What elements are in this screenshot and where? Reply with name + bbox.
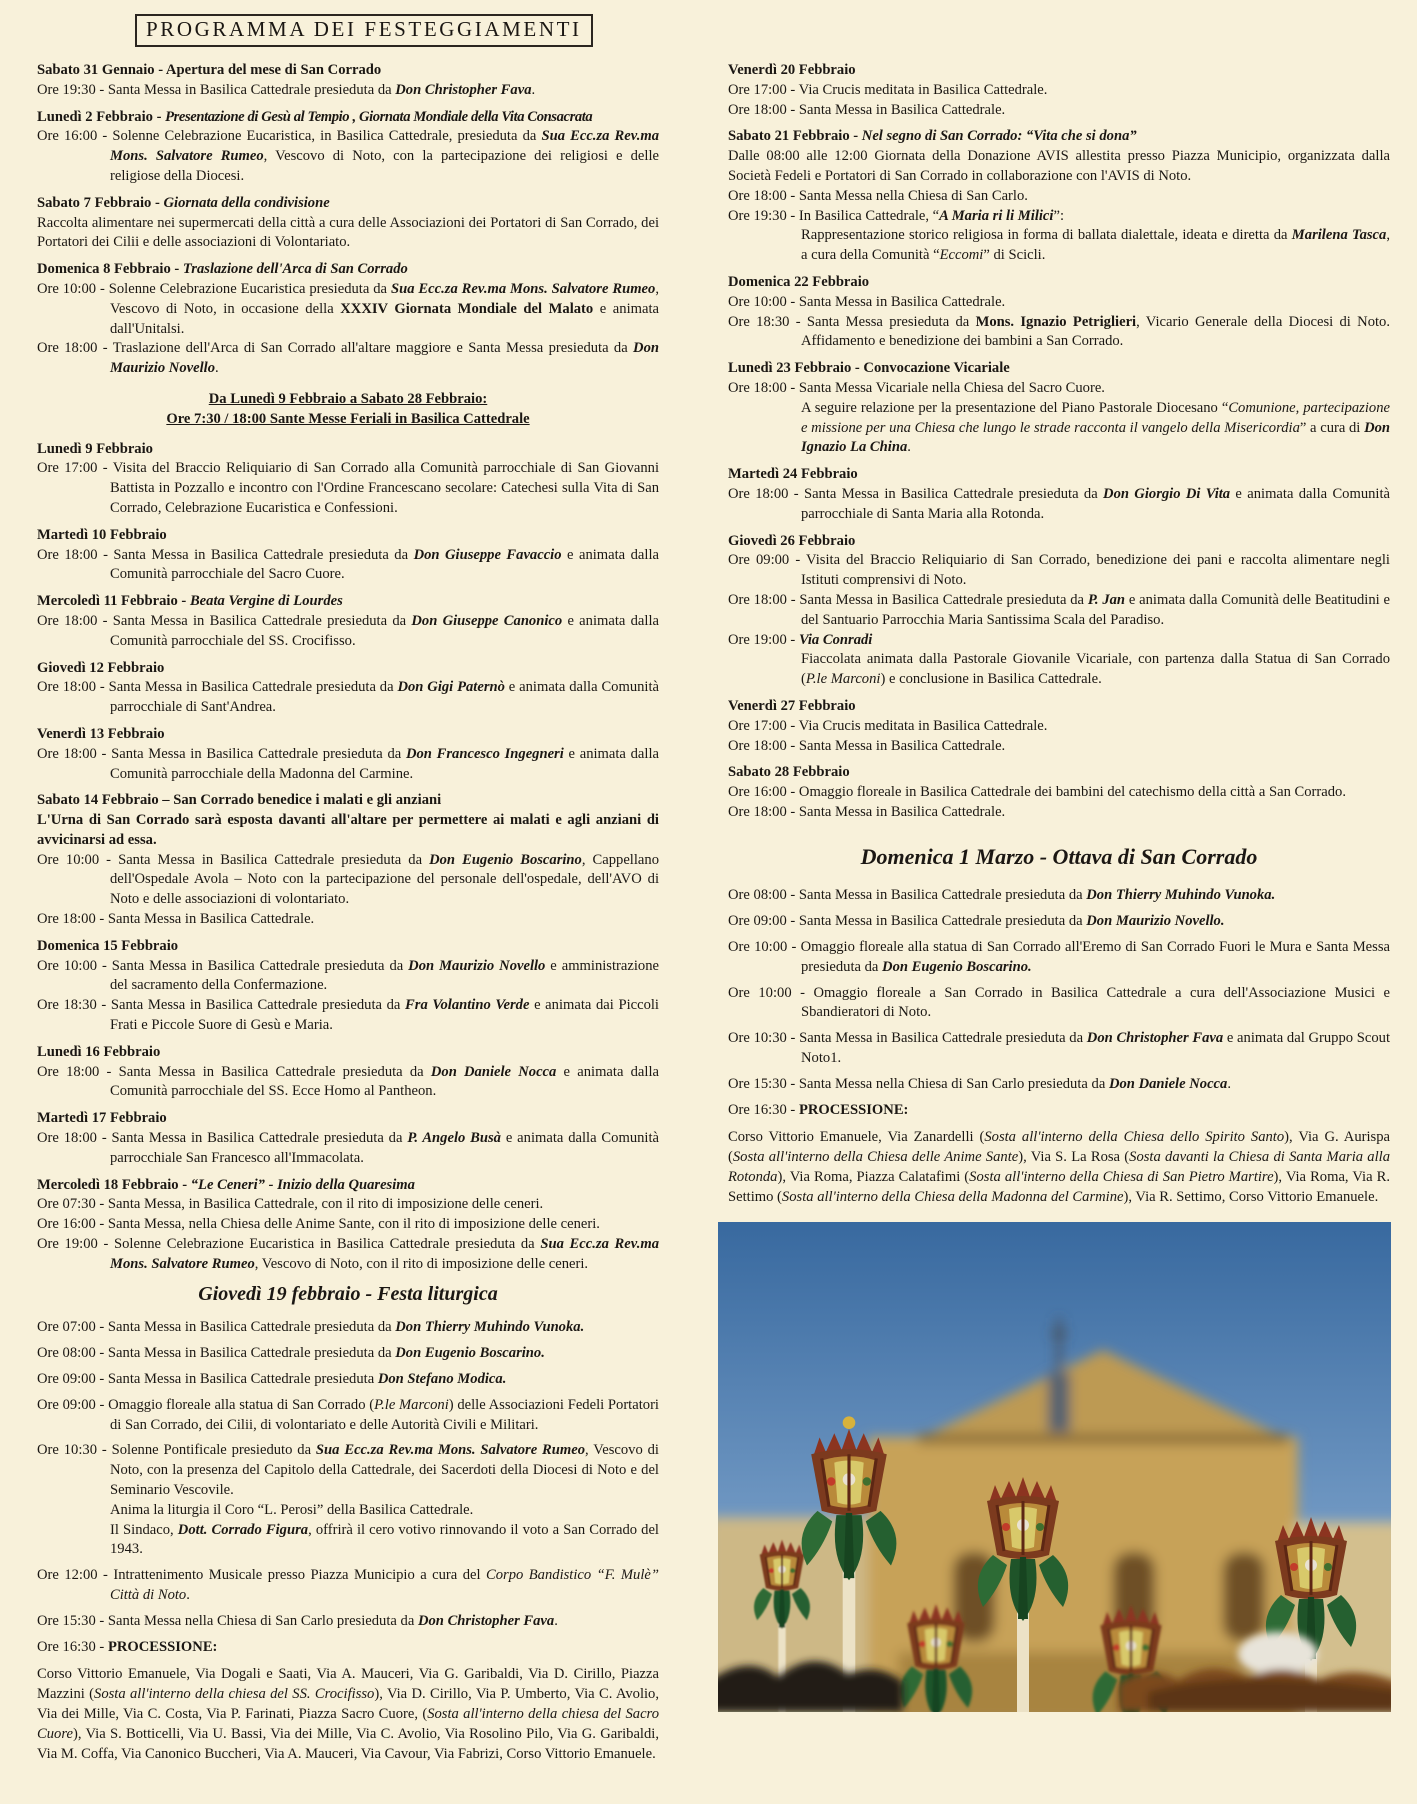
sec-15-febbraio bbox=[37, 937, 659, 1036]
event-heading: Venerdì 13 Febbraio bbox=[37, 725, 165, 742]
event-line: Ore 09:00 - Santa Messa in Basilica Cattedrale presieduta da Don Maurizio Novello. bbox=[728, 913, 1225, 930]
event-line: Ore 09:00 - Santa Messa in Basilica Cattedrale presieduta Don Stefano Modica. bbox=[37, 1371, 507, 1388]
event-line: Ore 08:00 - Santa Messa in Basilica Cattedrale presieduta da Don Eugenio Boscarino. bbox=[37, 1345, 545, 1362]
event-heading: Domenica 15 Febbraio bbox=[37, 937, 179, 954]
center-notice-line: Da Lunedì 9 Febbraio a Sabato 28 Febbraio: bbox=[208, 390, 488, 407]
event-line: Ore 18:00 - Santa Messa in Basilica Cattedrale. bbox=[728, 803, 1006, 820]
event-line: Ore 07:00 - Santa Messa in Basilica Cattedrale presieduta da Don Thierry Muhindo Vunoka. bbox=[37, 1319, 585, 1336]
event-line: Ore 18:00 - Santa Messa in Basilica Cattedrale presieduta da P. Jan e animata dalla Comunità delle Beatitudini e del Santuario Parrocchia Maria Santissima Scala del Paradiso. bbox=[728, 591, 1390, 628]
feast-day-title: Domenica 1 Marzo - Ottava di San Corrado bbox=[860, 843, 1258, 869]
event-heading: Martedì 17 Febbraio bbox=[37, 1110, 167, 1127]
sec-festa-liturgica-program bbox=[37, 1318, 659, 1657]
event-line: Ore 18:00 - Santa Messa in Basilica Cattedrale presieduta da Don Giuseppe Favaccio e animata dalla Comunità parrocchiale del Sacro Cuore. bbox=[37, 546, 659, 583]
right-column bbox=[728, 61, 1390, 1712]
event-line: Ore 10:30 - Solenne Pontificale presieduto da Sua Ecc.za Rev.ma Mons. Salvatore Rumeo, Vescovo di Noto, con la presenza del Capitolo della Cattedrale, dei Sacerdoti della Diocesi di Noto e del Seminario Vescovile. bbox=[37, 1442, 659, 1498]
left-column bbox=[37, 61, 659, 1771]
sec-16-febbraio bbox=[37, 1043, 659, 1102]
event-line: Ore 12:00 - Intrattenimento Musicale presso Piazza Municipio a cura del Corpo Bandistico “F. Mulè” Città di Noto. bbox=[37, 1567, 659, 1603]
event-line: Ore 18:00 - Santa Messa in Basilica Cattedrale. bbox=[728, 101, 1006, 118]
event-line: Ore 15:30 - Santa Messa nella Chiesa di San Carlo presieduta da Don Daniele Nocca. bbox=[728, 1075, 1231, 1092]
event-heading: Sabato 21 Febbraio - Nel segno di San Corrado: “Vita che si dona” bbox=[728, 128, 1137, 145]
event-line: Ore 16:30 - PROCESSIONE: bbox=[728, 1101, 909, 1118]
event-line: Ore 18:00 - Traslazione dell'Arca di San Corrado all'altare maggiore e Santa Messa presieduta da Don Maurizio Novello. bbox=[37, 340, 659, 377]
event-line: Dalle 08:00 alle 12:00 Giornata della Donazione AVIS allestita presso Piazza Municipio, organizzata dalla Società Fedeli e Portatori di San Corrado in collaborazione con l'AVIS di Noto. bbox=[728, 148, 1390, 184]
event-line: Ore 18:00 - Santa Messa in Basilica Cattedrale presieduta da P. Angelo Busà e animata dalla Comunità parrocchiale San Francesco all'Immacolata. bbox=[37, 1130, 659, 1166]
event-line: Ore 18:30 - Santa Messa presieduta da Mons. Ignazio Petriglieri, Vicario Generale della Diocesi di Noto. Affidamento e benedizione dei bambini a San Corrado. bbox=[728, 313, 1390, 350]
procession-route: Corso Vittorio Emanuele, Via Zanardelli (Sosta all'interno della Chiesa dello Spirito Santo), Via G. Aurispa (Sosta all'interno della Chiesa delle Anime Sante), Via S. La Rosa (Sosta davanti la Chiesa di Santa Maria alla Rotonda), Via Roma, Piazza Calatafimi (Sosta all'interno della Chiesa di San Pietro Martire), Via Roma, Via R. Settimo (Sosta all'interno della Chiesa della Madonna del Carmine), Via R. Settimo, Corso Vittorio Emanuele. bbox=[728, 1129, 1391, 1205]
event-line: Ore 10:00 - Santa Messa in Basilica Cattedrale presieduta da Don Eugenio Boscarino, Cappellano dell'Ospedale Avola – Noto con la partecipazione del personale dell'ospedale, dell'AVO di Noto e delle associazioni di volontariato. bbox=[37, 851, 659, 908]
sec-8-febbraio bbox=[37, 260, 659, 379]
event-line: Ore 16:00 - Santa Messa, nella Chiesa delle Anime Sante, con il rito di imposizione delle ceneri. bbox=[37, 1216, 600, 1233]
title-wrap bbox=[135, 14, 1380, 47]
event-line: Ore 16:00 - Solenne Celebrazione Eucaristica, in Basilica Cattedrale, presieduta da Sua Ecc.za Rev.ma Mons. Salvatore Rumeo, Vescovo di Noto, con la partecipazione dei religiosi e delle religiose della Diocesi. bbox=[37, 128, 659, 184]
sec-2-febbraio bbox=[37, 108, 659, 187]
columns bbox=[37, 61, 1391, 1771]
sec-26-febbraio bbox=[728, 532, 1390, 690]
event-line: Ore 18:00 - Santa Messa in Basilica Cattedrale presieduta da Don Francesco Ingegneri e animata dalla Comunità parrocchiale della Madonna del Carmine. bbox=[37, 745, 659, 782]
event-heading: Sabato 28 Febbraio bbox=[728, 764, 850, 781]
event-heading: Domenica 8 Febbraio - Traslazione dell'Arca di San Corrado bbox=[37, 261, 408, 278]
sec-11-febbraio bbox=[37, 592, 659, 651]
event-heading: Mercoledì 18 Febbraio - “Le Ceneri” - Inizio della Quaresima bbox=[37, 1176, 415, 1193]
sec-21-febbraio bbox=[728, 127, 1390, 266]
event-line: Raccolta alimentare nei supermercati della città a cura delle Associazioni dei Portatori di San Corrado, dei Portatori dei Cilii e delle associazioni di Volontariato. bbox=[37, 214, 659, 251]
event-heading: Venerdì 27 Febbraio bbox=[728, 697, 856, 714]
event-heading: Martedì 10 Febbraio bbox=[37, 526, 167, 543]
event-line: Ore 19:30 - Santa Messa in Basilica Cattedrale presieduta da Don Christopher Fava. bbox=[37, 81, 536, 98]
event-line: Ore 18:30 - Santa Messa in Basilica Cattedrale presieduta da Fra Volantino Verde e animata dai Piccoli Frati e Piccole Suore di Gesù e Maria. bbox=[37, 997, 659, 1034]
sec-28-febbraio bbox=[728, 763, 1390, 822]
event-line: Ore 19:00 - Solenne Celebrazione Eucaristica in Basilica Cattedrale presieduta da Sua Ecc.za Rev.ma Mons. Salvatore Rumeo, Vescovo di Noto, con il rito di imposizione delle ceneri. bbox=[37, 1236, 659, 1272]
event-line: Ore 18:00 - Santa Messa in Basilica Cattedrale. bbox=[37, 911, 315, 928]
event-line: Ore 10:00 - Santa Messa in Basilica Cattedrale. bbox=[728, 293, 1006, 310]
event-line: Ore 09:00 - Omaggio floreale alla statua di San Corrado (P.le Marconi) delle Associazioni Fedeli Portatori di San Corrado, dei Cilii, di volontariato e delle Autorità Civili e Militari. bbox=[37, 1396, 659, 1433]
event-heading: Sabato 31 Gennaio - Apertura del mese di San Corrado bbox=[37, 62, 382, 78]
event-line: A seguire relazione per la presentazione del Piano Pastorale Diocesano “Comunione, partecipazione e missione per una Chiesa che lungo le strade racconta il vangelo della Misericordia” a cura di Don Ignazio La China. bbox=[801, 399, 1391, 456]
event-line: Ore 19:30 - In Basilica Cattedrale, “A Maria ri li Milici”: bbox=[728, 207, 1065, 224]
event-heading: Lunedì 2 Febbraio - Presentazione di Gesù al Tempio , Giornata Mondiale della Vita Consacrata bbox=[37, 108, 593, 125]
event-line: Ore 16:30 - PROCESSIONE: bbox=[37, 1638, 218, 1655]
event-line: Ore 18:00 - Santa Messa in Basilica Cattedrale presieduta da Don Giorgio Di Vita e animata dalla Comunità parrocchiale di Santa Maria alla Rotonda. bbox=[728, 485, 1391, 522]
sec-13-febbraio bbox=[37, 725, 659, 784]
event-heading: Giovedì 26 Febbraio bbox=[728, 532, 856, 549]
sec-7-febbraio bbox=[37, 194, 659, 253]
event-line: Ore 17:00 - Via Crucis meditata in Basilica Cattedrale. bbox=[728, 717, 1048, 734]
sec-20-febbraio bbox=[728, 61, 1390, 120]
procession-route: Corso Vittorio Emanuele, Via Dogali e Saati, Via A. Mauceri, Via G. Garibaldi, Via D. Cirillo, Piazza Mazzini (Sosta all'interno della chiesa del SS. Crocifisso), Via D. Cirillo, Via P. Umberto, Via C. Avolio, Via dei Mille, Via C. Costa, Via P. Farinati, Piazza Sacro Cuore, (Sosta all'interno della chiesa del Sacro Cuore), Via S. Botticelli, Via U. Bassi, Via dei Mille, Via C. Avolio, Via Rosolino Pilo, Via G. Garibaldi, Via M. Coffa, Via Canonico Buccheri, Via A. Mauceri, Via Cavour, Via Fabrizi, Corso Vittorio Emanuele. bbox=[37, 1666, 659, 1762]
event-line: Ore 15:30 - Santa Messa nella Chiesa di San Carlo presieduta da Don Christopher Fava. bbox=[37, 1612, 558, 1629]
event-line: Ore 09:00 - Visita del Braccio Reliquiario di San Corrado, benedizione dei pani e raccolta alimentare negli Istituti comprensivi di Noto. bbox=[728, 552, 1390, 589]
event-heading: Lunedì 9 Febbraio bbox=[37, 440, 153, 457]
sec-10-febbraio bbox=[37, 526, 659, 585]
event-line: Ore 18:00 - Santa Messa in Basilica Cattedrale presieduta da Don Giuseppe Canonico e animata dalla Comunità parrocchiale del SS. Crocifisso. bbox=[37, 612, 659, 649]
center-notice-line: Ore 7:30 / 18:00 Sante Messe Feriali in Basilica Cattedrale bbox=[166, 410, 530, 427]
event-line: Ore 10:00 - Omaggio floreale alla statua di San Corrado all'Eremo di San Corrado Fuori le Mura e Santa Messa presieduta da Don Eugenio Boscarino. bbox=[728, 939, 1390, 975]
event-heading: Domenica 22 Febbraio bbox=[728, 273, 870, 290]
event-line: Ore 17:00 - Visita del Braccio Reliquiario di San Corrado alla Comunità parrocchiale di San Giovanni Battista in Pozzallo e incontro con l'Ordine Francescano secolare: Catechesi sulla Vita di San Corrado, Celebrazione Eucaristica e Confessioni. bbox=[37, 460, 659, 516]
procession-lanterns-photo bbox=[718, 1222, 1391, 1712]
event-line: Anima la liturgia il Coro “L. Perosi” della Basilica Cattedrale. bbox=[110, 1501, 474, 1518]
sec-22-febbraio bbox=[728, 273, 1390, 352]
event-heading: Giovedì 12 Febbraio bbox=[37, 659, 165, 676]
sec-31-gennaio bbox=[37, 61, 659, 101]
sec-23-febbraio bbox=[728, 359, 1390, 458]
event-heading: Lunedì 23 Febbraio - Convocazione Vicariale bbox=[728, 360, 1010, 377]
event-line: Ore 10:30 - Santa Messa in Basilica Cattedrale presieduta da Don Christopher Fava e animata dal Gruppo Scout Noto1. bbox=[728, 1030, 1390, 1067]
right-column-sections bbox=[728, 61, 1390, 1208]
event-heading: Sabato 14 Febbraio – San Corrado benedice i malati e gli anziani bbox=[37, 792, 442, 809]
page-title: PROGRAMMA DEI FESTEGGIAMENTI bbox=[135, 14, 593, 47]
event-line: L'Urna di San Corrado sarà esposta davanti all'altare per permettere ai malati e agli anziani di avvicinarsi ad essa. bbox=[37, 812, 659, 848]
event-line: Rappresentazione storico religiosa in forma di ballata dialettale, ideata e diretta da Marilena Tasca, a cura della Comunità “Eccomi” di Scicli. bbox=[801, 227, 1390, 264]
event-line: Ore 18:00 - Santa Messa in Basilica Cattedrale presieduta da Don Gigi Paternò e animata dalla Comunità parrocchiale di Sant'Andrea. bbox=[37, 679, 660, 716]
sec-14-febbraio bbox=[37, 791, 659, 930]
event-line: Ore 18:00 - Santa Messa nella Chiesa di San Carlo. bbox=[728, 187, 1028, 204]
event-heading: Lunedì 16 Febbraio bbox=[37, 1043, 161, 1060]
event-line: Ore 07:30 - Santa Messa, in Basilica Cattedrale, con il rito di imposizione delle ceneri. bbox=[37, 1196, 544, 1213]
event-line: Ore 18:00 - Santa Messa in Basilica Cattedrale presieduta da Don Daniele Nocca e animata dalla Comunità parrocchiale del SS. Ecce Homo al Pantheon. bbox=[37, 1063, 659, 1100]
event-line: Ore 08:00 - Santa Messa in Basilica Cattedrale presieduta da Don Thierry Muhindo Vunoka. bbox=[728, 887, 1276, 904]
sec-ottava-program bbox=[728, 886, 1390, 1120]
sec-24-febbraio bbox=[728, 465, 1390, 524]
event-heading: Venerdì 20 Febbraio bbox=[728, 62, 856, 78]
event-line: Fiaccolata animata dalla Pastorale Giovanile Vicariale, con partenza dalla Statua di San Corrado (P.le Marconi) e conclusione in Basilica Cattedrale. bbox=[801, 651, 1390, 688]
event-line: Ore 10:00 - Omaggio floreale a San Corrado in Basilica Cattedrale a cura dell'Associazione Musici e Sbandieratori di Noto. bbox=[728, 984, 1390, 1021]
sec-12-febbraio bbox=[37, 659, 659, 718]
event-heading: Mercoledì 11 Febbraio - Beata Vergine di Lourdes bbox=[37, 593, 343, 610]
sec-17-febbraio bbox=[37, 1109, 659, 1168]
event-line: Ore 10:00 - Solenne Celebrazione Eucaristica presieduta da Sua Ecc.za Rev.ma Mons. Salvatore Rumeo, Vescovo di Noto, in occasione della XXXIV Giornata Mondiale del Malato e animata dall'Unitalsi. bbox=[37, 280, 659, 337]
feast-day-title: Giovedì 19 febbraio - Festa liturgica bbox=[198, 1282, 498, 1305]
event-line: Ore 18:00 - Santa Messa in Basilica Cattedrale. bbox=[728, 737, 1006, 754]
event-line: Ore 16:00 - Omaggio floreale in Basilica Cattedrale dei bambini del catechismo della città a San Corrado. bbox=[728, 784, 1346, 801]
sec-27-febbraio bbox=[728, 697, 1390, 756]
sec-9-febbraio bbox=[37, 440, 659, 519]
event-line: Ore 10:00 - Santa Messa in Basilica Cattedrale presieduta da Don Maurizio Novello e amministrazione del sacramento della Confermazione. bbox=[37, 957, 659, 994]
sec-18-febbraio bbox=[37, 1176, 659, 1275]
event-line: Ore 19:00 - Via Conradi bbox=[728, 631, 873, 648]
event-line: Ore 18:00 - Santa Messa Vicariale nella Chiesa del Sacro Cuore. bbox=[728, 379, 1105, 396]
event-line: Ore 17:00 - Via Crucis meditata in Basilica Cattedrale. bbox=[728, 81, 1048, 98]
sec-messe-feriali bbox=[37, 390, 659, 430]
event-line: Il Sindaco, Dott. Corrado Figura, offrirà il cero votivo rinnovando il voto a San Corrado del 1943. bbox=[110, 1521, 659, 1558]
event-heading: Martedì 24 Febbraio bbox=[728, 466, 858, 483]
event-heading: Sabato 7 Febbraio - Giornata della condivisione bbox=[37, 194, 330, 211]
